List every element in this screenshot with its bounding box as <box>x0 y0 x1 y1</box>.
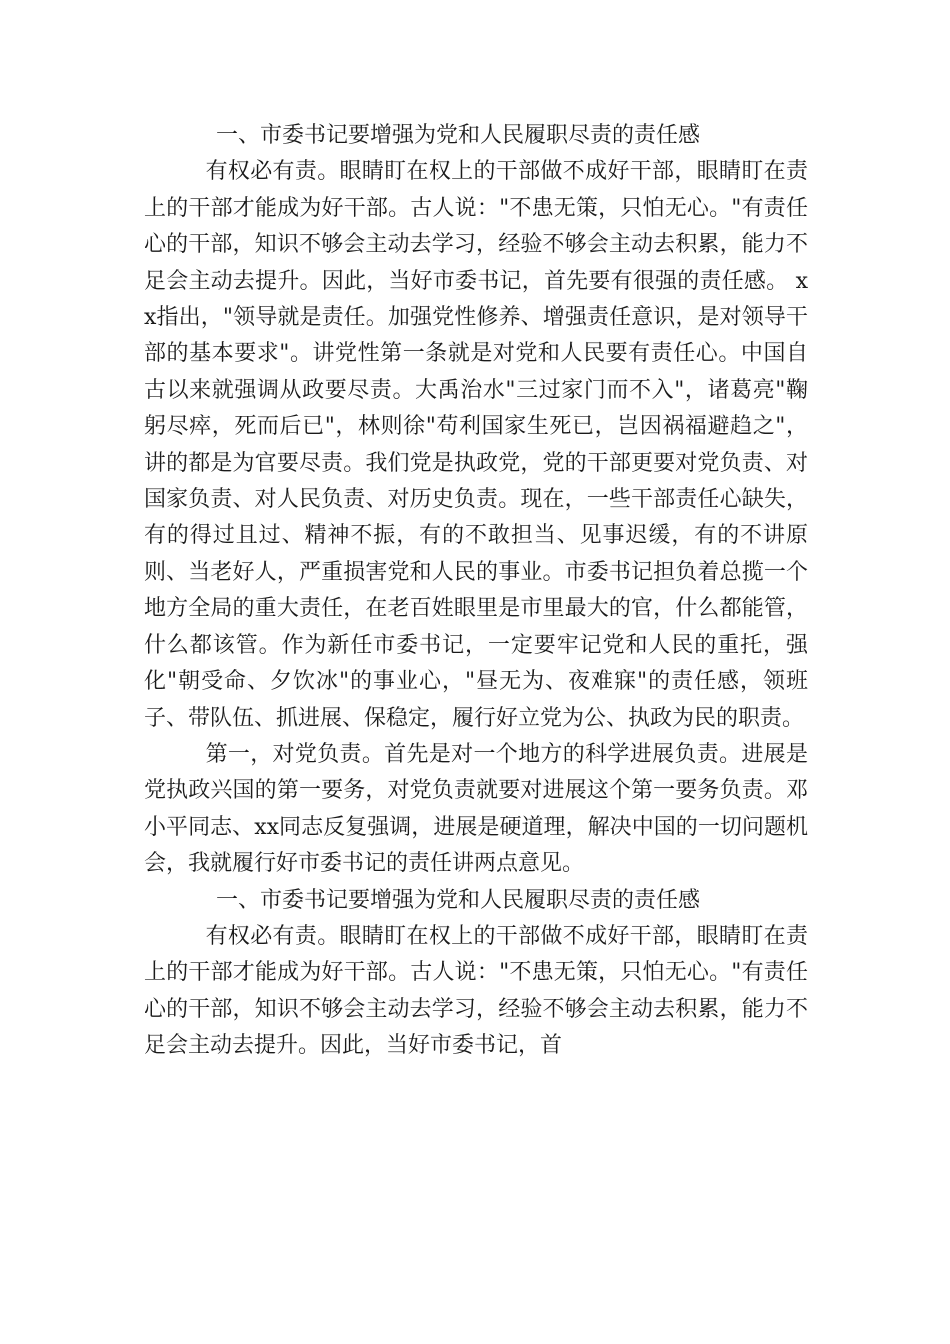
body-paragraph: 有权必有责。眼睛盯在权上的干部做不成好干部，眼睛盯在责上的干部才能成为好干部。古人说："不患无策，只怕无心。"有责任心的干部，知识不够会主动去学习，经验不够会主动去积累，能力不足会主动去提升。因此，当好市委书记，首先要有很强的责任感。 xx指出，"领导就是责任。加强党性修养、增强责任意识，是对领导干部的基本要求"。讲党性第一条就是对党和人民要有责任心。中国自古以来就强调从政要尽责。大禹治水"三过家门而不入"，诸葛亮"鞠躬尽瘁，死而后已"，林则徐"苟利国家生死已，岂因祸福避趋之"，讲的都是为官要尽责。我们党是执政党，党的干部更要对党负责、对国家负责、对人民负责、对历史负责。现在，一些干部责任心缺失，有的得过且过、精神不振，有的不敢担当、见事迟缓，有的不讲原则、当老好人，严重损害党和人民的事业。市委书记担负着总揽一个地方全局的重大责任，在老百姓眼里是市里最大的官，什么都能管，什么都该管。作为新任市委书记，一定要牢记党和人民的重托，强化"朝受命、夕饮冰"的事业心，"昼无为、夜难寐"的责任感，领班子、带队伍、抓进展、保稳定，履行好立党为公、执政为民的职责。 <box>144 159 808 731</box>
body-paragraph: 第一，对党负责。首先是对一个地方的科学进展负责。进展是党执政兴国的第一要务，对党负责就要对进展这个第一要务负责。邓小平同志、xx同志反复强调，进展是硬道理，解决中国的一切问题机会，我就履行好市委书记的责任讲两点意见。 <box>144 741 808 877</box>
section-heading: 一、市委书记要增强为党和人民履职尽责的责任感 <box>216 887 701 913</box>
section-heading: 一、市委书记要增强为党和人民履职尽责的责任感 <box>216 123 701 148</box>
body-paragraph: 有权必有责。眼睛盯在权上的干部做不成好干部，眼睛盯在责上的干部才能成为好干部。古人说："不患无策，只怕无心。"有责任心的干部，知识不够会主动去学习，经验不够会主动去积累，能力不足会主动去提升。因此，当好市委书记，首 <box>144 923 808 1059</box>
document-body <box>144 118 808 1065</box>
